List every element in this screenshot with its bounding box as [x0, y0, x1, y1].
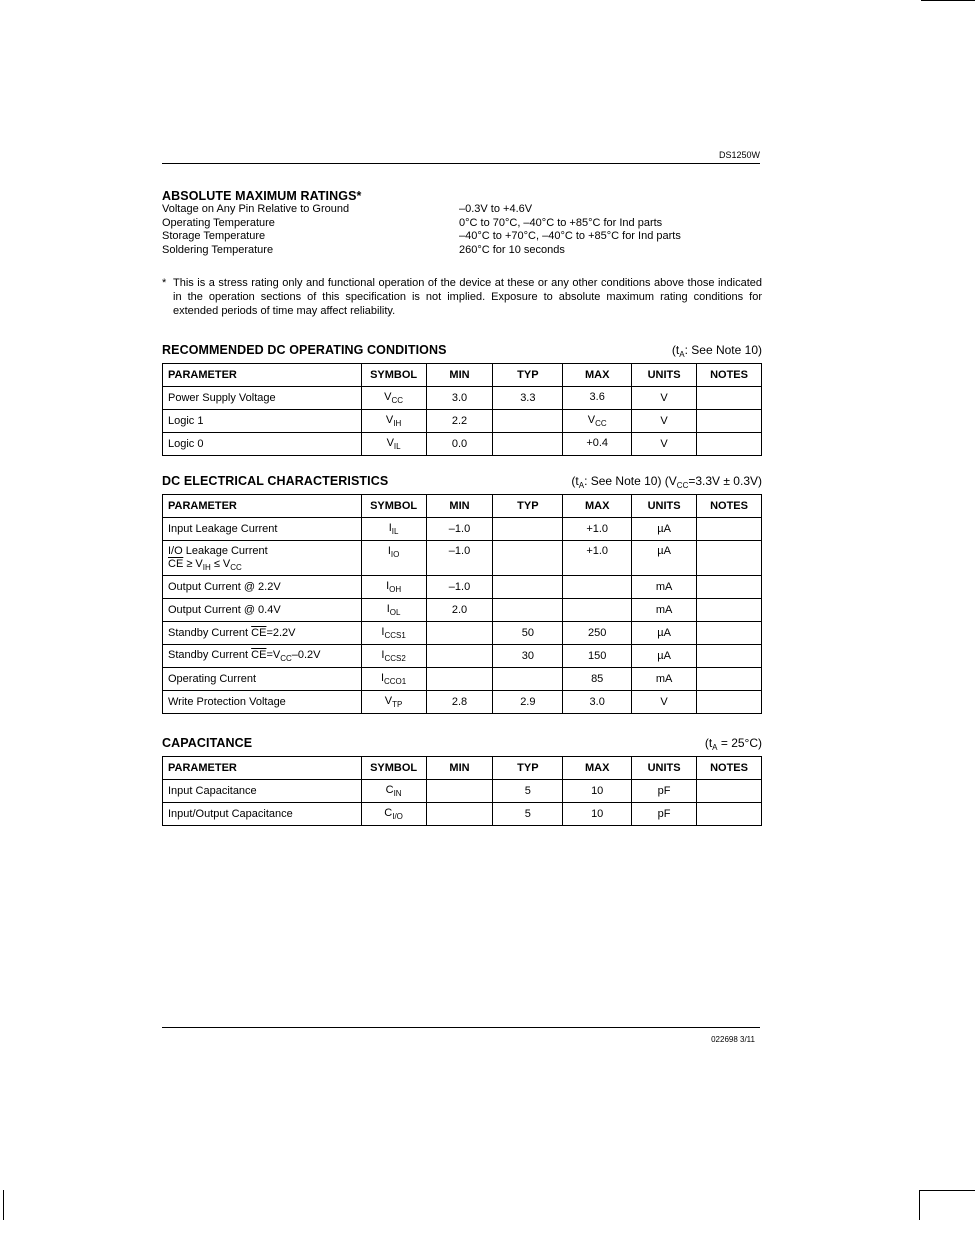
txt: ≥ V: [183, 558, 203, 570]
section-header: [162, 343, 762, 363]
param-cell: Output Current @ 0.4V: [163, 599, 362, 622]
sub: CC: [230, 563, 242, 572]
min-cell: [426, 780, 493, 803]
col-header: UNITS: [632, 757, 697, 780]
col-header: MAX: [563, 364, 632, 387]
sym: V: [385, 414, 394, 426]
notes-cell: [697, 576, 762, 599]
footer-rule: [162, 1027, 760, 1028]
header-row: [163, 757, 762, 780]
max-cell: [563, 410, 632, 433]
notes-cell: [697, 541, 762, 576]
ce-bar: $\overline{CE}$: [168, 558, 184, 570]
notes-cell: [697, 668, 762, 691]
symbol-cell: [361, 803, 426, 826]
max-val: +0.4: [586, 437, 609, 449]
notes-cell: [697, 433, 762, 456]
symbol-cell: [361, 645, 426, 668]
crop-mark-top-right: [921, 0, 975, 1]
col-header: TYP: [493, 495, 563, 518]
sub: CC: [280, 654, 292, 663]
notes-cell: [697, 387, 762, 410]
note-star: *: [162, 277, 167, 289]
abs-label: Voltage on Any Pin Relative to Ground: [162, 203, 350, 215]
units-cell: V: [632, 691, 697, 714]
typ-cell: [493, 599, 563, 622]
max-sub: CC: [595, 419, 607, 428]
typ-cell: [493, 518, 563, 541]
max-cell: 150: [563, 645, 632, 668]
table-row: [163, 622, 762, 645]
sym: I: [386, 603, 390, 615]
symbol-cell: [361, 599, 426, 622]
min-cell: –1.0: [426, 518, 493, 541]
ce-bar: $\overline{CE}$: [251, 649, 267, 661]
param-line: I/O Leakage Current: [168, 545, 268, 557]
units-cell: V: [632, 387, 697, 410]
cond-sub: A: [712, 743, 718, 752]
sym: I: [381, 626, 385, 638]
txt: =2.2V: [266, 627, 296, 639]
note-text: This is a stress rating only and functional operation of the device at these or any other conditions above those indicated in the operation sections of this specification is not implied. Exposure to absolute maximum rating conditions for extended periods of time may affect reliability.: [173, 277, 762, 317]
units-cell: µA: [632, 518, 697, 541]
header-row: [163, 495, 762, 518]
units-cell: pF: [632, 780, 697, 803]
col-header: PARAMETER: [163, 364, 362, 387]
symbol-cell: [361, 668, 426, 691]
cond-text: : See Note 10) (V: [584, 474, 677, 488]
col-header: TYP: [493, 364, 563, 387]
symbol-cell: [361, 780, 426, 803]
notes-cell: [697, 780, 762, 803]
min-cell: –1.0: [426, 541, 493, 576]
abs-label: Operating Temperature: [162, 216, 275, 229]
sym: I: [386, 580, 390, 592]
stress-note: [162, 276, 762, 318]
col-header: SYMBOL: [361, 364, 426, 387]
units-cell: µA: [632, 645, 697, 668]
sym-sub: CCO1: [384, 677, 407, 686]
max-cell: 10: [563, 803, 632, 826]
col-header: MAX: [563, 757, 632, 780]
abs-row: [162, 217, 762, 231]
typ-cell: [493, 410, 563, 433]
sym: I: [388, 522, 392, 534]
min-cell: [426, 803, 493, 826]
abs-value: –40°C to +70°C, –40°C to +85°C for Ind parts: [459, 230, 681, 242]
param-cell: Output Current @ 2.2V: [163, 576, 362, 599]
crop-mark-bottom-right-h: [919, 1190, 975, 1191]
symbol-cell: [361, 410, 426, 433]
sub: IH: [202, 563, 211, 572]
min-cell: 2.0: [426, 599, 493, 622]
units-cell: mA: [632, 668, 697, 691]
param-cell: [163, 645, 362, 668]
crop-mark-bottom-left: [3, 1190, 4, 1220]
table-row: [163, 410, 762, 433]
capacitance-condition: [705, 736, 762, 752]
section-header: [162, 474, 762, 494]
symbol-cell: [361, 387, 426, 410]
abs-label: Storage Temperature: [162, 230, 266, 242]
col-header: TYP: [493, 757, 563, 780]
table-row: [163, 691, 762, 714]
abs-value: 0°C to 70°C, –40°C to +85°C for Ind parts: [459, 216, 663, 229]
param-cell: Input Leakage Current: [163, 518, 362, 541]
min-cell: [426, 668, 493, 691]
txt: =V: [266, 649, 281, 661]
min-cell: [426, 645, 493, 668]
abs-value: 260°C for 10 seconds: [459, 243, 565, 256]
sym: I: [380, 672, 384, 684]
max-cell: [563, 387, 632, 410]
abs-row: [162, 203, 762, 217]
col-header: NOTES: [697, 757, 762, 780]
min-cell: 0.0: [426, 433, 493, 456]
table-row: [163, 803, 762, 826]
param-cell: Logic 1: [163, 410, 362, 433]
section-header: [162, 736, 762, 756]
abs-row: [162, 230, 762, 244]
max-cell: +1.0: [563, 541, 632, 576]
symbol-cell: [361, 622, 426, 645]
max-val: V: [587, 414, 596, 426]
txt: Standby Current: [168, 627, 252, 639]
notes-cell: [697, 691, 762, 714]
cond-sub: A: [578, 481, 585, 490]
recommended-title: RECOMMENDED DC OPERATING CONDITIONS: [162, 343, 447, 357]
dc-title: DC ELECTRICAL CHARACTERISTICS: [162, 474, 389, 488]
sym: V: [384, 695, 393, 707]
param-cell: Input Capacitance: [163, 780, 362, 803]
cond-text: (t: [671, 343, 680, 357]
typ-cell: 5: [493, 803, 563, 826]
txt: Standby Current: [168, 649, 252, 661]
param-cell: [163, 622, 362, 645]
capacitance-table: [162, 756, 762, 826]
min-cell: –1.0: [426, 576, 493, 599]
param-cell: Power Supply Voltage: [163, 387, 362, 410]
cond-text: (t: [704, 736, 713, 750]
sym-sub: IL: [391, 527, 399, 536]
typ-cell: 30: [493, 645, 563, 668]
col-header: SYMBOL: [361, 495, 426, 518]
typ-cell: [493, 668, 563, 691]
abs-value: –0.3V to +4.6V: [459, 203, 533, 215]
units-cell: pF: [632, 803, 697, 826]
txt: ≤ V: [210, 558, 231, 570]
abs-label: Soldering Temperature: [162, 243, 274, 256]
param-line: [168, 558, 361, 574]
min-cell: 2.8: [426, 691, 493, 714]
col-header: MAX: [563, 495, 632, 518]
col-header: PARAMETER: [163, 495, 362, 518]
param-cell: Logic 0: [163, 433, 362, 456]
typ-cell: [493, 433, 563, 456]
param-cell: Input/Output Capacitance: [163, 803, 362, 826]
typ-cell: [493, 541, 563, 576]
table-row: [163, 599, 762, 622]
param-cell: [163, 541, 362, 576]
cond-text: =3.3V ± 0.3V): [688, 474, 762, 488]
notes-cell: [697, 599, 762, 622]
capacitance-section: [162, 736, 762, 826]
sym-sub: IL: [393, 442, 401, 451]
col-header: MIN: [426, 757, 493, 780]
notes-cell: [697, 518, 762, 541]
sym: I: [381, 649, 385, 661]
sym: V: [386, 437, 394, 449]
sym-sub: OH: [389, 585, 402, 594]
dc-condition: [571, 474, 762, 490]
sym-sub: I/O: [392, 812, 403, 821]
symbol-cell: [361, 518, 426, 541]
recommended-table: [162, 363, 762, 456]
col-header: UNITS: [632, 364, 697, 387]
table-row: [163, 518, 762, 541]
col-header: UNITS: [632, 495, 697, 518]
max-cell: 85: [563, 668, 632, 691]
header-row: [163, 364, 762, 387]
sym: C: [384, 807, 393, 819]
min-cell: 3.0: [426, 387, 493, 410]
col-header: MIN: [426, 364, 493, 387]
max-cell: [563, 576, 632, 599]
sym-sub: IN: [393, 789, 402, 798]
sym-sub: CCS1: [384, 631, 406, 640]
table-row: [163, 541, 762, 576]
param-cell: Write Protection Voltage: [163, 691, 362, 714]
sym-sub: IO: [390, 550, 400, 559]
dc-table: [162, 494, 762, 714]
typ-cell: 2.9: [493, 691, 563, 714]
col-header: PARAMETER: [163, 757, 362, 780]
col-header: MIN: [426, 495, 493, 518]
typ-cell: 3.3: [493, 387, 563, 410]
cond-sub: CC: [676, 481, 689, 490]
typ-cell: 50: [493, 622, 563, 645]
table-row: [163, 780, 762, 803]
max-cell: 10: [563, 780, 632, 803]
max-cell: +1.0: [563, 518, 632, 541]
symbol-cell: [361, 576, 426, 599]
min-cell: [426, 622, 493, 645]
header-rule: [162, 163, 760, 164]
recommended-condition: [672, 343, 762, 359]
sym-sub: TP: [392, 700, 403, 709]
sym: I: [387, 545, 391, 557]
table-row: [163, 433, 762, 456]
max-cell: [563, 599, 632, 622]
ce-bar: $\overline{CE}$: [251, 627, 267, 639]
sym-sub: OL: [389, 608, 401, 617]
doc-code: 022698 3/11: [711, 1035, 755, 1044]
table-row: [163, 387, 762, 410]
notes-cell: [697, 645, 762, 668]
sym: V: [384, 391, 392, 403]
units-cell: µA: [632, 541, 697, 576]
sym-sub: IH: [393, 419, 402, 428]
notes-cell: [697, 803, 762, 826]
max-cell: 3.0: [563, 691, 632, 714]
abs-row: [162, 244, 762, 258]
recommended-section: [162, 343, 762, 456]
sym-sub: CC: [391, 396, 404, 405]
capacitance-title: CAPACITANCE: [162, 736, 253, 750]
table-row: [163, 668, 762, 691]
dc-section: [162, 474, 762, 714]
col-header: NOTES: [697, 364, 762, 387]
param-cell: Operating Current: [163, 668, 362, 691]
notes-cell: [697, 410, 762, 433]
units-cell: mA: [632, 599, 697, 622]
txt: –0.2V: [291, 649, 321, 661]
units-cell: mA: [632, 576, 697, 599]
units-cell: µA: [632, 622, 697, 645]
cond-text: (t: [571, 474, 579, 488]
part-number: DS1250W: [718, 150, 760, 160]
max-cell: [563, 433, 632, 456]
cond-sub: A: [679, 350, 685, 359]
typ-cell: 5: [493, 780, 563, 803]
cond-text: : See Note 10): [684, 343, 762, 357]
units-cell: V: [632, 410, 697, 433]
sym: C: [385, 784, 394, 796]
max-val: 3.6: [589, 391, 605, 403]
table-row: [163, 645, 762, 668]
min-cell: 2.2: [426, 410, 493, 433]
col-header: NOTES: [697, 495, 762, 518]
units-cell: V: [632, 433, 697, 456]
sym-sub: CCS2: [384, 654, 406, 663]
symbol-cell: [361, 433, 426, 456]
cond-text: = 25°C): [717, 736, 762, 750]
table-row: [163, 576, 762, 599]
col-header: SYMBOL: [361, 757, 426, 780]
absolute-max-title: ABSOLUTE MAXIMUM RATINGS*: [162, 189, 362, 203]
symbol-cell: [361, 541, 426, 576]
typ-cell: [493, 576, 563, 599]
max-cell: 250: [563, 622, 632, 645]
absolute-max-section: [162, 189, 762, 318]
crop-mark-bottom-right-v: [919, 1190, 920, 1220]
notes-cell: [697, 622, 762, 645]
symbol-cell: [361, 691, 426, 714]
